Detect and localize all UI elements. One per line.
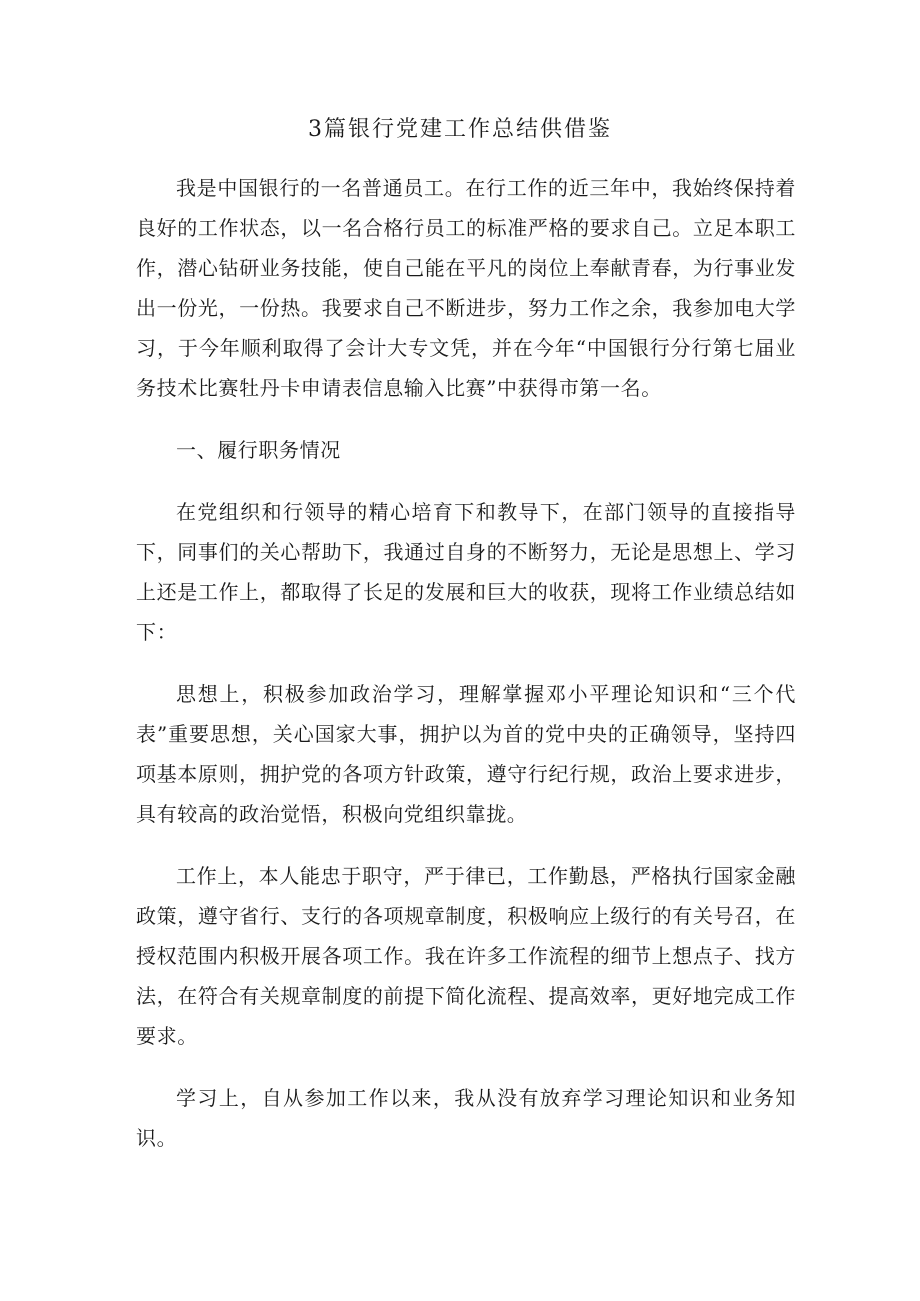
paragraph-study: 学习上，自从参加工作以来，我从没有放弃学习理论知识和业务知识。 (136, 1086, 796, 1150)
paragraph-ideology: 思想上，积极参加政治学习，理解掌握邓小平理论知识和“三个代表”重要思想，关心国家大事，拥护以为首的党中央的正确领导，坚持四项基本原则，拥护党的各项方针政策，遵守行纪行规，政治上要求进步，具有较高的政治觉悟，积极向党组织靠拢。 (136, 682, 796, 826)
paragraph-overview: 在党组织和行领导的精心培育下和教导下，在部门领导的直接指导下，同事们的关心帮助下，我通过自身的不断努力，无论是思想上、学习上还是工作上，都取得了长足的发展和巨大的收获，现将工作业绩总结如下： (136, 500, 796, 644)
section-heading: 一、履行职务情况 (176, 438, 341, 462)
document-body (136, 168, 796, 1180)
paragraph-work: 工作上，本人能忠于职守，严于律已，工作勤恳，严格执行国家金融政策，遵守省行、支行的各项规章制度，积极响应上级行的有关号召，在授权范围内积极开展各项工作。我在许多工作流程的细节上想点子、找方法，在符合有关规章制度的前提下简化流程、提高效率，更好地完成工作要求。 (136, 864, 796, 1048)
document-title: 3篇银行党建工作总结供借鉴 (308, 117, 612, 142)
paragraph-intro: 我是中国银行的一名普通员工。在行工作的近三年中，我始终保持着良好的工作状态，以一名合格行员工的标准严格的要求自己。立足本职工作，潜心钻研业务技能，使自己能在平凡的岗位上奉献青春，为行事业发出一份光，一份热。我要求自己不断进步，努力工作之余，我参加电大学习，于今年顺利取得了会计大专文凭，并在今年“中国银行分行第七届业务技术比赛牡丹卡申请表信息输入比赛”中获得市第一名。 (136, 176, 796, 400)
